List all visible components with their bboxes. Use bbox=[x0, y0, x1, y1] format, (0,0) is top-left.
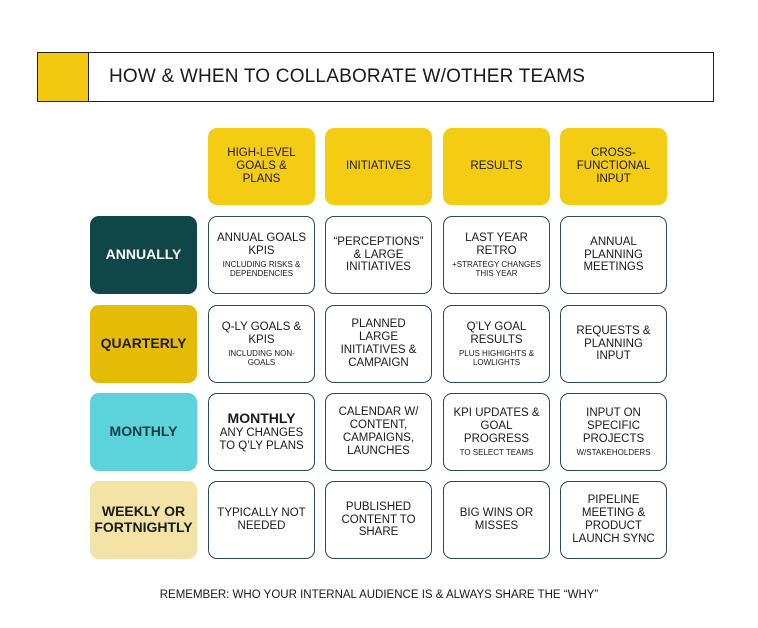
column-header: CROSS-FUNCTIONAL INPUT bbox=[560, 128, 667, 205]
matrix-cell bbox=[443, 305, 550, 383]
matrix-cell bbox=[208, 305, 315, 383]
cell-main-text: ANNUAL GOALS KPIS bbox=[216, 231, 307, 257]
matrix-cell bbox=[325, 393, 432, 471]
matrix-cell bbox=[560, 393, 667, 471]
cell-sub-text: W/STAKEHOLDERS bbox=[576, 447, 651, 457]
title-bar bbox=[37, 52, 714, 102]
matrix-cell bbox=[560, 481, 667, 559]
cell-main-text: “PERCEPTIONS” & LARGE INITIATIVES bbox=[333, 235, 424, 274]
row-label: QUARTERLY bbox=[90, 305, 197, 383]
matrix-cell bbox=[325, 216, 432, 294]
cell-sub-text: TO SELECT TEAMS bbox=[459, 447, 534, 457]
cell-main-text: INPUT ON SPECIFIC PROJECTS bbox=[582, 407, 645, 445]
cell-main-text: Q-LY GOALS & KPIS bbox=[221, 320, 302, 346]
row-label: WEEKLY OR FORTNIGHTLY bbox=[90, 481, 197, 559]
page-title: HOW & WHEN TO COLLABORATE W/OTHER TEAMS bbox=[109, 66, 586, 87]
row-label: MONTHLY bbox=[90, 393, 197, 471]
matrix-cell bbox=[443, 216, 550, 294]
column-header: RESULTS bbox=[443, 128, 550, 205]
matrix-cell bbox=[560, 305, 667, 383]
cell-sub-text: INCLUDING RISKS & DEPENDENCIES bbox=[222, 259, 301, 278]
matrix-cell bbox=[443, 481, 550, 559]
cell-main-text: LAST YEAR RETRO bbox=[465, 231, 528, 257]
matrix-cell bbox=[325, 305, 432, 383]
matrix-cell bbox=[325, 481, 432, 559]
cell-sub-text: +STRATEGY CHANGES THIS YEAR bbox=[452, 259, 541, 278]
matrix-cell bbox=[208, 481, 315, 559]
cell-main-text: Q’LY GOAL RESULTS bbox=[466, 320, 527, 346]
cell-sub-text: PLUS HIGHIGHTS & LOWLIGHTS bbox=[458, 348, 535, 367]
cell-main-text: ANNUAL PLANNING MEETINGS bbox=[583, 235, 644, 274]
row-label: ANNUALLY bbox=[90, 216, 197, 294]
matrix-cell bbox=[443, 393, 550, 471]
cell-main-text: CALENDAR W/ CONTENT, CAMPAIGNS, LAUNCHES bbox=[338, 406, 419, 457]
matrix-cell bbox=[208, 216, 315, 294]
cell-main-text: TYPICALLY NOT NEEDED bbox=[217, 507, 306, 532]
cell-main-text: REQUESTS & PLANNING INPUT bbox=[576, 324, 651, 363]
column-header: HIGH-LEVEL GOALS & PLANS bbox=[208, 128, 315, 205]
cell-main-text: PLANNED LARGE INITIATIVES & CAMPAIGN bbox=[340, 318, 417, 369]
title-accent-swatch bbox=[38, 53, 89, 101]
cell-main-text: BIG WINS OR MISSES bbox=[459, 507, 534, 532]
cell-main-text: PUBLISHED CONTENT TO SHARE bbox=[341, 500, 416, 539]
cell-sub-text: INCLUDING NON-GOALS bbox=[228, 348, 295, 367]
column-header: INITIATIVES bbox=[325, 128, 432, 205]
matrix-cell bbox=[560, 216, 667, 294]
cell-lead-text: MONTHLY bbox=[227, 410, 296, 427]
cell-main-text: ANY CHANGES TO Q’LY PLANS bbox=[219, 426, 304, 452]
cell-main-text: PIPELINE MEETING & PRODUCT LAUNCH SYNC bbox=[572, 494, 655, 545]
matrix-cell bbox=[208, 393, 315, 471]
footer-note: REMEMBER: WHO YOUR INTERNAL AUDIENCE IS & ALWAYS SHARE THE “WHY” bbox=[159, 589, 599, 601]
cell-main-text: KPI UPDATES & GOAL PROGRESS bbox=[453, 407, 540, 445]
